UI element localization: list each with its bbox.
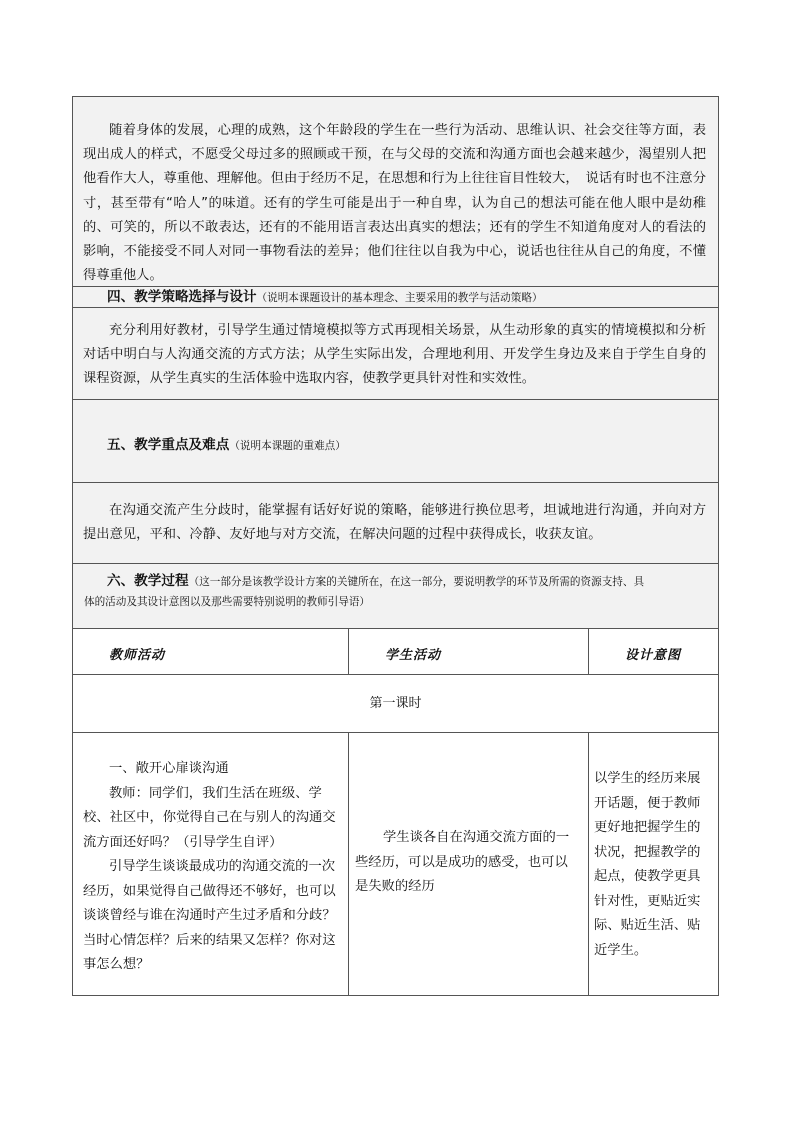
section4-note: （说明本课题设计的基本理念、主要采用的教学与活动策略） — [256, 292, 543, 304]
section6-title: 六、教学过程 — [107, 573, 189, 589]
section5-note: （说明本课题的重难点） — [229, 440, 346, 452]
section5-text: 在沟通交流产生分歧时，能掌握有话好好说的策略，能够进行换位思考，坦诚地进行沟通，并向对方提出意见，平和、冷静、友好地与对方交流，在解决问题的过程中获得成长，收获友谊。 — [83, 503, 706, 543]
section3-text: 随着身体的发展，心理的成熟，这个年龄段的学生在一些行为活动、思维认识、社会交往等方面，表现出成人的样式，不愿受父母过多的照顾或干预，在与父母的交流和沟通方面也会越来越少，渴望别人把他看作大人，尊重他、理解他。但由于经历不足，在思想和行为上往往盲目性较大， 说话有时也不注意分寸，甚至带有“哈人”的味道。还有的学生可能是出于一种自卑，认为自己的想法可能在他人眼中是幼稚的、可笑的，所以不敢表达，还有的不能用语言表达出真实的想法；还有的学生不知道角度对人的看法的影响，不能接受不同人对同一事物看法的差异；他们往往以自我为中心，说话也往往从自己的角度，不懂得尊重他人。 — [83, 123, 706, 284]
header-teacher: 教师活动 — [73, 629, 349, 674]
section6-note-1: （这一部分是该教学设计方案的关键所在，在这一部分，要说明教学的环节及所需的资源支持、具 — [188, 576, 645, 588]
section4-cell — [72, 307, 719, 399]
table-header-row — [72, 628, 719, 674]
section5-cell — [72, 482, 719, 563]
header-student: 学生活动 — [349, 629, 589, 674]
content-row — [72, 732, 719, 996]
section5-header — [72, 399, 719, 482]
section6-note-2: 体的活动及其设计意图以及那些需要特别说明的教师引导语） — [84, 596, 371, 608]
lesson-label: 第一课时 — [369, 696, 422, 711]
section5-title-line — [73, 400, 718, 453]
section4-text: 充分利用好教材，引导学生通过情境模拟等方式再现相关场景，从生动形象的真实的情境模拟和分析对话中明白与人沟通交流的方式方法；从学生实际出发，合理地利用、开发学生身边及来自于学生自身的课程资源，从学生真实的生活体验中选取内容，使教学更具针对性和实效性。 — [83, 323, 706, 387]
intent-text: 以学生的经历来展开话题，便于教师更好地把握学生的状况，把握教学的起点，使教学更具针对性，更贴近实际、贴近生活、贴近学生。 — [594, 771, 701, 958]
student-activity-cell — [349, 733, 589, 995]
section4-title-line — [73, 287, 718, 309]
teacher-p1: 一、敞开心扉谈沟通 — [109, 761, 229, 776]
section5-title: 五、教学重点及难点 — [107, 437, 230, 453]
design-intent-cell — [589, 733, 720, 995]
section6-header — [72, 563, 719, 628]
section6-title-line — [73, 570, 718, 593]
teacher-p2: 教师：同学们，我们生活在班级、学校、社区中，你觉得自己在与别人的沟通交流方面还好吗？（引导学生自评） — [83, 785, 336, 850]
header-intent: 设计意图 — [625, 648, 682, 663]
section3-cell — [72, 96, 719, 286]
section4-title: 四、教学策略选择与设计 — [107, 289, 257, 305]
teacher-activity-cell — [73, 733, 349, 995]
section4-header — [72, 286, 719, 307]
lesson-row — [72, 674, 719, 732]
student-text: 学生谈各自在沟通交流方面的一些经历，可以是成功的感受，也可以是失败的经历 — [355, 830, 570, 894]
teacher-p3: 引导学生谈谈最成功的沟通交流的一次经历，如果觉得自己做得还不够好，也可以谈谈曾经与谁在沟通时产生过矛盾和分歧？当时心情怎样？后来的结果又怎样？你对这事怎么想？ — [83, 859, 336, 972]
